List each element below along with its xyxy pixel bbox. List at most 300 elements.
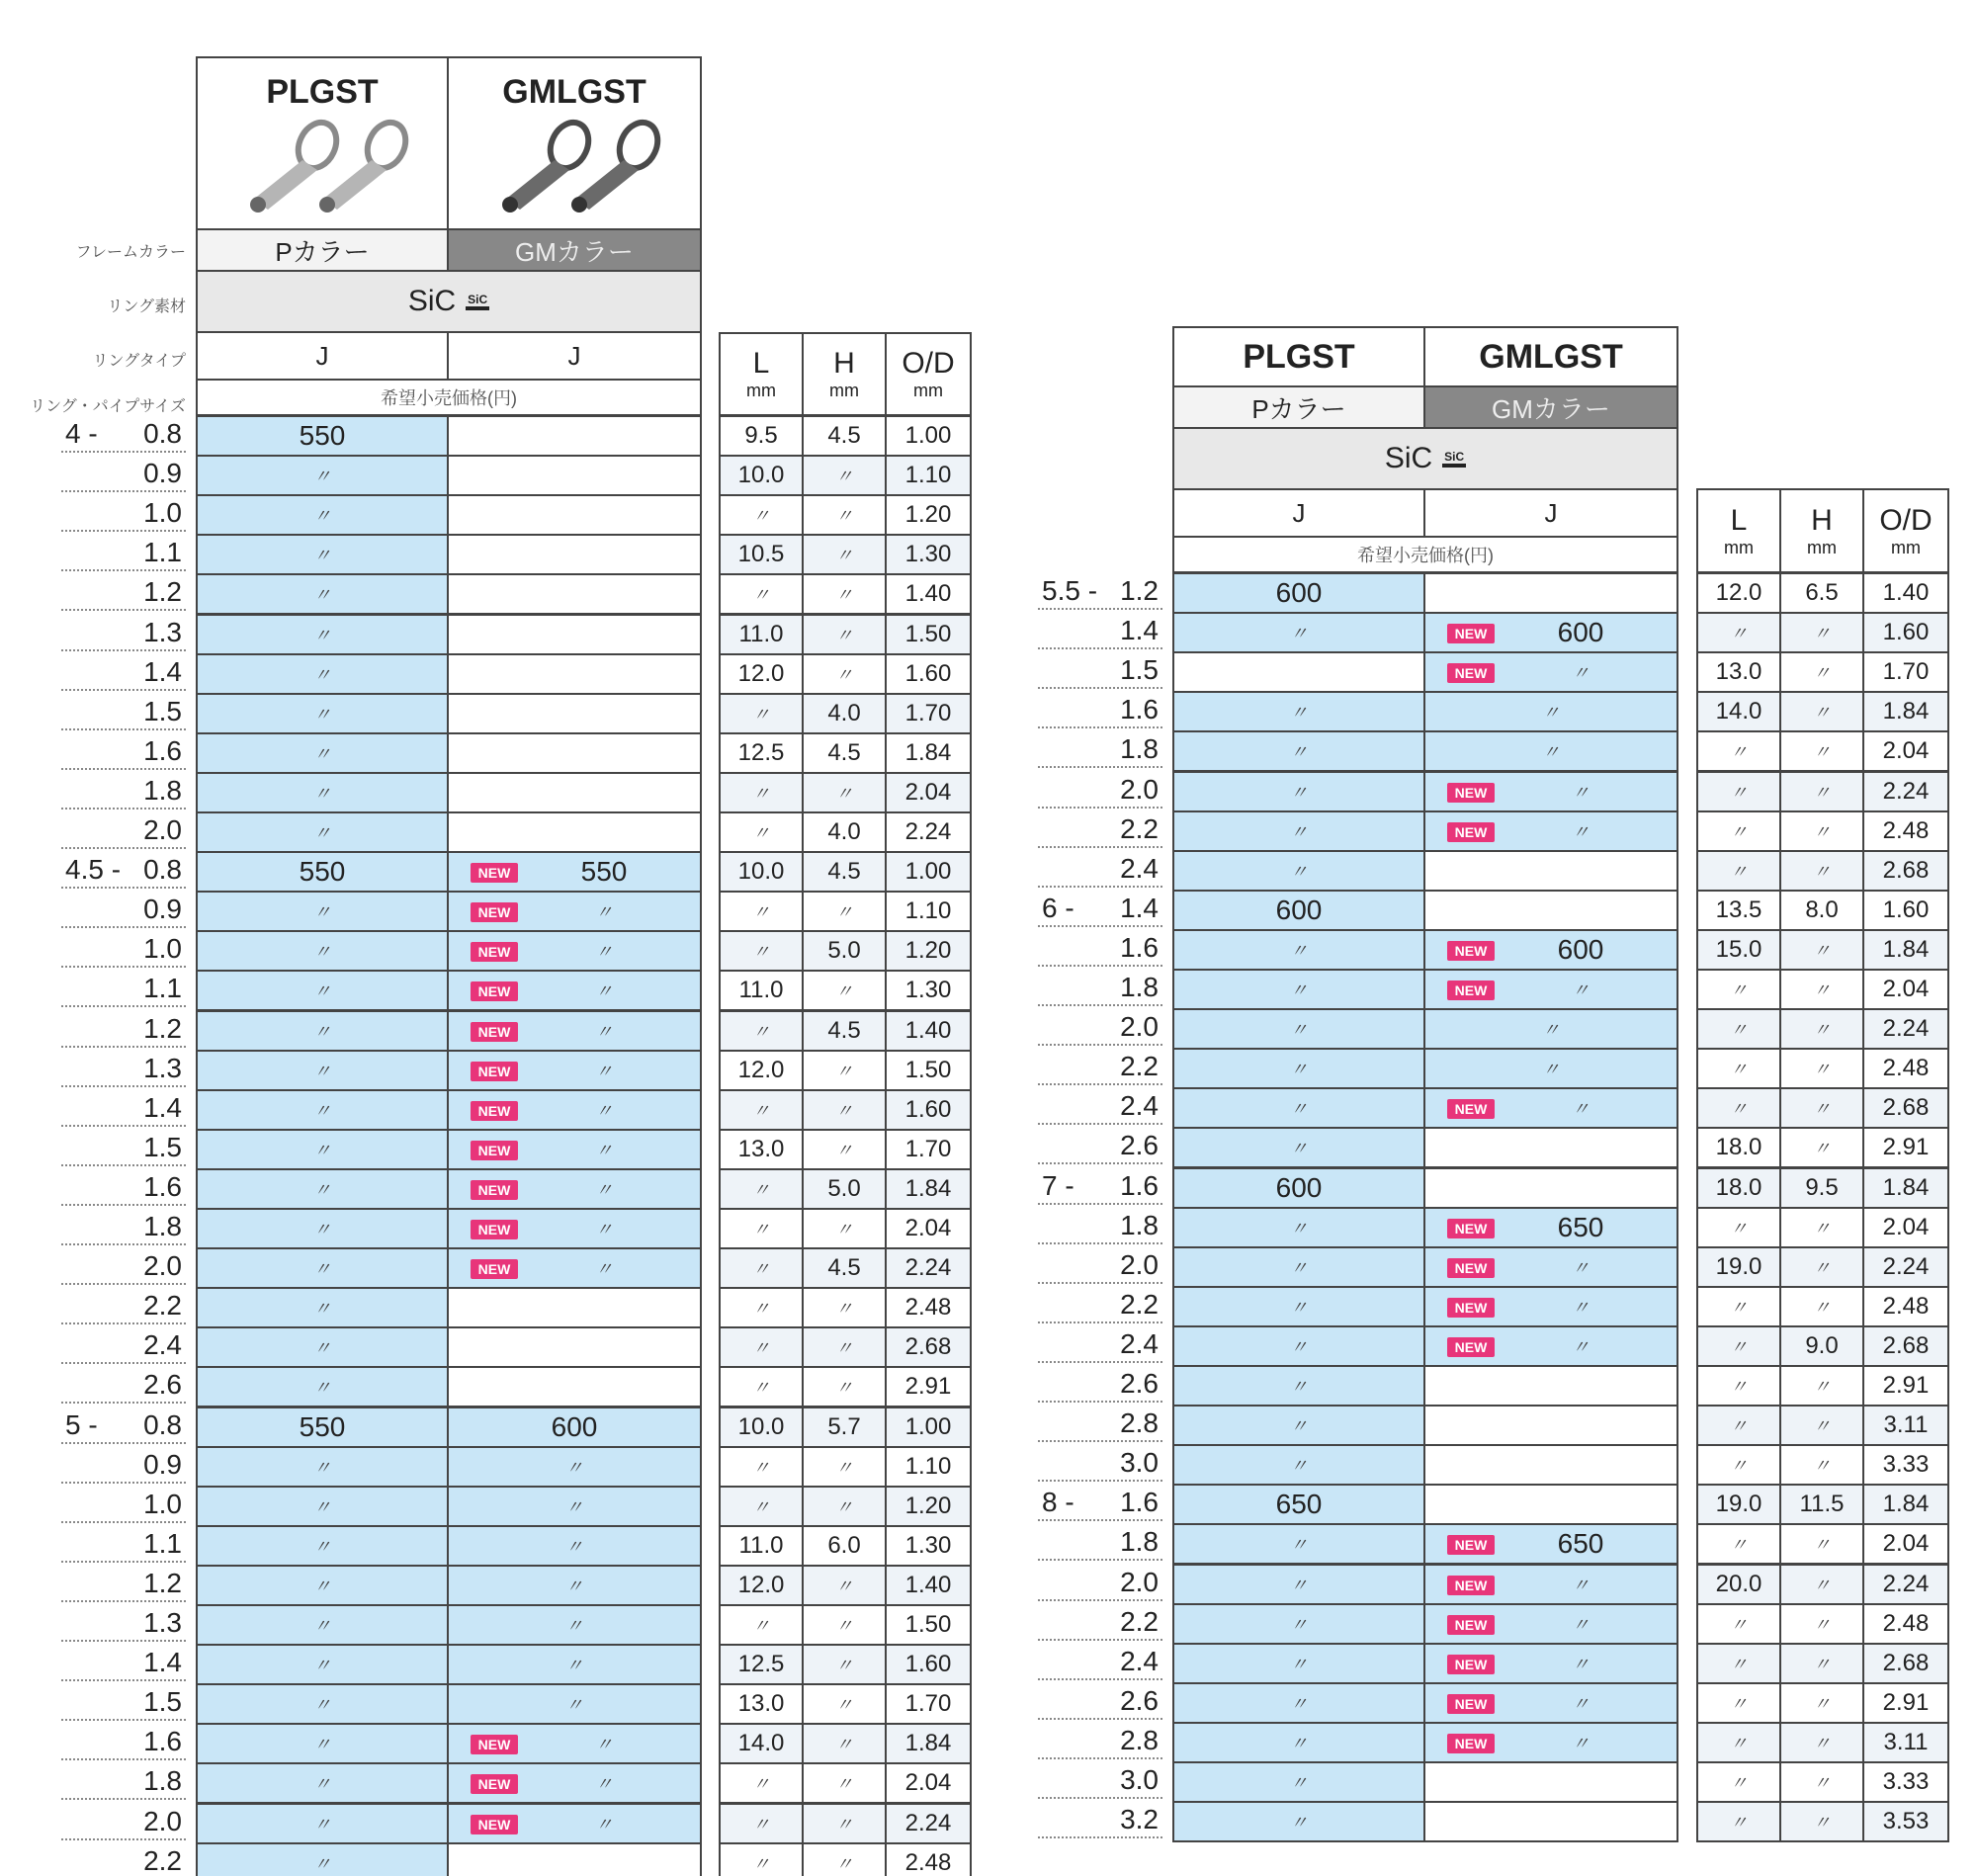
price-p-cell (196, 1644, 449, 1685)
spec-od-cell (1862, 969, 1949, 1010)
spec-h: 〃 (1813, 1020, 1831, 1041)
spec-h-cell (802, 1565, 887, 1606)
price-p: 〃 (313, 546, 331, 566)
spec-od-cell (885, 811, 972, 853)
price-gm-cell (1423, 612, 1678, 653)
spec-h-cell (802, 772, 887, 813)
price-p-cell (1172, 1603, 1425, 1645)
spec-l-cell (1696, 1286, 1781, 1327)
spec-h-cell (802, 1762, 887, 1804)
spec-h-cell (1779, 1325, 1864, 1367)
spec-h-cell (802, 534, 887, 575)
spec-od: 2.04 (1882, 976, 1930, 1003)
price-p: 〃 (313, 1100, 331, 1121)
price-p-cell (196, 1168, 449, 1210)
price-p: 〃 (313, 1457, 331, 1478)
spec-l-cell (719, 1644, 804, 1685)
spec-od-cell (1862, 1603, 1949, 1645)
price-gm-cell (447, 455, 702, 496)
price-p: 〃 (1290, 1060, 1308, 1080)
row-size-label (61, 693, 186, 730)
price-gm-cell (447, 1050, 702, 1091)
spec-h-cell (802, 1129, 887, 1170)
spec-od-cell (1862, 1801, 1949, 1842)
price-gm-cell (1423, 1444, 1678, 1486)
price-gm-cell (1423, 890, 1678, 931)
price-p: 〃 (313, 743, 331, 764)
spec-l: 〃 (1730, 1377, 1748, 1398)
spec-od-cell (1862, 1444, 1949, 1486)
pipe-size: 0.9 (143, 1448, 182, 1480)
spec-od-cell (1862, 1127, 1949, 1168)
spec-l-cell (719, 970, 804, 1011)
price-gm-cell (447, 891, 702, 932)
price-gm-cell (1423, 1682, 1678, 1724)
spec-od: 3.11 (1883, 1411, 1929, 1439)
pipe-size: 2.2 (1120, 812, 1159, 844)
price-gm: 〃 (595, 1179, 613, 1200)
spec-h-cell (1779, 1722, 1864, 1763)
spec-od: 1.40 (904, 1016, 952, 1044)
ring-type-gm: J (447, 331, 702, 381)
price-p-cell (196, 811, 449, 853)
price-p: 〃 (1290, 821, 1308, 842)
ring-size: 8 - (1042, 1487, 1074, 1518)
price-gm: 600 (1557, 933, 1604, 965)
spec-od-cell (1862, 1484, 1949, 1525)
row-size-label (1038, 1087, 1162, 1125)
row-size-label (1038, 651, 1162, 689)
price-gm: 600 (1557, 617, 1604, 648)
spec-l: 〃 (752, 1496, 770, 1517)
spec-od: 3.33 (1882, 1768, 1930, 1796)
spec-l: 〃 (752, 585, 770, 606)
price-gm-cell (1423, 850, 1678, 892)
spec-l: 〃 (1730, 1416, 1748, 1437)
spec-od: 2.48 (1882, 1609, 1930, 1637)
pipe-size: 1.4 (1120, 615, 1159, 646)
price-p: 550 (299, 856, 346, 888)
spec-l-cell (719, 1723, 804, 1764)
price-gm-cell (447, 653, 702, 695)
pipe-size: 2.2 (143, 1844, 182, 1876)
price-p-cell (1172, 651, 1425, 693)
spec-od-cell (885, 1842, 972, 1876)
row-size-label (1038, 1325, 1162, 1363)
price-gm-cell (447, 1129, 702, 1170)
spec-od-cell (885, 573, 972, 615)
price-gm-cell (1423, 651, 1678, 693)
price-gm-cell (1423, 1008, 1678, 1050)
price-p-cell (1172, 929, 1425, 971)
pipe-size: 2.8 (1120, 1724, 1159, 1755)
row-size-label (61, 930, 186, 968)
pipe-size: 1.6 (1120, 1169, 1159, 1201)
frame-color-p: Pカラー (196, 228, 449, 272)
spec-h: 〃 (1813, 1377, 1831, 1398)
price-p: 〃 (313, 1496, 331, 1517)
price-p-cell (1172, 1564, 1425, 1605)
spec-h-cell (802, 1842, 887, 1876)
spec-l: 10.5 (737, 541, 785, 568)
spec-h: 〃 (1813, 1773, 1831, 1794)
spec-h-cell (1779, 969, 1864, 1010)
ring-material-cell (196, 270, 702, 333)
spec-od-cell (885, 1723, 972, 1764)
spec-l: 〃 (752, 1853, 770, 1874)
spec-h-cell (1779, 850, 1864, 892)
price-gm: 〃 (595, 1220, 613, 1240)
spec-od-cell (885, 415, 972, 457)
gmlgst-header (447, 56, 702, 230)
pipe-size: 2.0 (143, 814, 182, 845)
pipe-size: 1.6 (1120, 1487, 1159, 1518)
spec-l-cell (1696, 1087, 1781, 1129)
spec-h: 4.0 (827, 699, 861, 726)
spec-l: 〃 (752, 1378, 770, 1399)
spec-od: 1.00 (904, 422, 952, 450)
price-p: 650 (1275, 1489, 1323, 1520)
spec-l-cell (719, 1604, 804, 1646)
spec-od-cell (1862, 1087, 1949, 1129)
spec-h-cell (802, 1366, 887, 1407)
spec-h: 9.0 (1805, 1331, 1839, 1359)
spec-h-cell (802, 1287, 887, 1328)
spec-l-cell (1696, 1444, 1781, 1486)
row-size-label (1038, 1484, 1162, 1521)
spec-od-cell (1862, 1325, 1949, 1367)
spec-h-cell (802, 455, 887, 496)
new-badge: NEW (471, 1062, 518, 1081)
pipe-size: 1.2 (1120, 575, 1159, 606)
spec-od: 1.70 (904, 699, 952, 726)
price-gm-cell (447, 851, 702, 893)
pipe-size: 3.0 (1120, 1447, 1159, 1479)
ring-size: 6 - (1042, 892, 1074, 923)
row-size-label (1038, 1722, 1162, 1759)
spec-h-cell (802, 1168, 887, 1210)
row-size-label (61, 1486, 186, 1523)
spec-h-cell (802, 1208, 887, 1249)
spec-l: 18.0 (1715, 1134, 1762, 1161)
price-gm: 〃 (1572, 1257, 1590, 1278)
price-p: 〃 (1290, 1257, 1308, 1278)
row-size-label (61, 1287, 186, 1324)
spec-od-cell (885, 1326, 972, 1368)
spec-od: 1.84 (1882, 698, 1930, 725)
spec-h-cell (1779, 1246, 1864, 1288)
row-size-label (61, 1366, 186, 1404)
spec-od: 3.33 (1882, 1451, 1930, 1479)
price-gm: 〃 (1572, 981, 1590, 1001)
spec-l: 〃 (752, 1259, 770, 1280)
spec-l-cell (719, 1247, 804, 1289)
spec-h-cell (1779, 1761, 1864, 1803)
spec-od: 2.91 (1882, 1688, 1930, 1716)
spec-h-cell (1779, 1207, 1864, 1248)
pipe-size: 1.2 (143, 576, 182, 608)
price-gm-cell (447, 772, 702, 813)
price-p-cell (1172, 1643, 1425, 1684)
spec-od-cell (885, 970, 972, 1011)
price-gm-cell (447, 1168, 702, 1210)
spec-h: 〃 (835, 1576, 853, 1596)
spec-h-cell (1779, 572, 1864, 614)
price-p: 〃 (1290, 1575, 1308, 1595)
row-size-label (61, 455, 186, 492)
row-size-label (61, 1842, 186, 1876)
price-p: 〃 (313, 1259, 331, 1280)
spec-l-cell (1696, 730, 1781, 772)
spec-od: 1.50 (904, 620, 952, 647)
spec-od: 1.50 (904, 1056, 952, 1083)
price-gm: 〃 (1572, 663, 1590, 684)
price-p-cell (1172, 1682, 1425, 1724)
pipe-size: 1.5 (143, 1686, 182, 1718)
pipe-size: 2.2 (1120, 1051, 1159, 1082)
spec-h: 4.5 (827, 422, 861, 450)
spec-l: 13.0 (737, 1690, 785, 1718)
pipe-size: 1.4 (143, 655, 182, 687)
spec-od-cell (885, 1565, 972, 1606)
spec-l: 〃 (1730, 1773, 1748, 1794)
spec-od: 1.60 (1882, 619, 1930, 646)
price-p: 〃 (313, 823, 331, 844)
spec-h: 〃 (1813, 1575, 1831, 1595)
price-p: 〃 (313, 1735, 331, 1755)
price-p-cell (1172, 1008, 1425, 1050)
row-size-label (1038, 1246, 1162, 1284)
price-gm: 〃 (565, 1536, 583, 1557)
spec-h: 〃 (1813, 624, 1831, 644)
spec-od-cell (885, 1604, 972, 1646)
spec-l: 12.5 (737, 738, 785, 766)
spec-h-cell (1779, 1048, 1864, 1089)
price-gm-cell (447, 1683, 702, 1725)
spec-h-cell (1779, 771, 1864, 812)
price-gm-cell (447, 1010, 702, 1052)
spec-h-cell (1779, 810, 1864, 852)
spec-h: 〃 (1813, 1257, 1831, 1278)
spec-h-cell (1779, 1643, 1864, 1684)
spec-l-cell (719, 1407, 804, 1448)
spec-h: 〃 (835, 467, 853, 487)
price-gm: 〃 (565, 1576, 583, 1596)
spec-header-l-right: L mm (1696, 488, 1781, 573)
spec-header-l-left: L mm (719, 332, 804, 416)
spec-l-cell (1696, 1127, 1781, 1168)
price-p-cell (196, 1208, 449, 1249)
spec-od: 1.10 (904, 897, 952, 925)
spec-l-cell (1696, 771, 1781, 812)
price-gm: 〃 (1572, 1693, 1590, 1714)
row-size-label (61, 891, 186, 928)
spec-od: 1.84 (1882, 935, 1930, 963)
spec-l: 10.0 (737, 1412, 785, 1440)
price-p: 〃 (313, 1536, 331, 1557)
spec-od-cell (1862, 1564, 1949, 1605)
price-gm-cell (1423, 1523, 1678, 1565)
spec-od: 1.40 (1882, 579, 1930, 607)
row-size-label (1038, 1286, 1162, 1323)
price-p: 〃 (313, 1061, 331, 1081)
price-gm-cell (447, 970, 702, 1011)
spec-h: 〃 (835, 1299, 853, 1320)
spec-od-cell (1862, 1405, 1949, 1446)
spec-h: 〃 (1813, 1060, 1831, 1080)
price-p: 〃 (1290, 1654, 1308, 1674)
plgst-title: PLGST (266, 72, 379, 111)
row-size-label (61, 1326, 186, 1364)
price-p: 〃 (313, 1576, 331, 1596)
spec-od: 2.04 (1882, 1213, 1930, 1240)
spec-h-cell (802, 494, 887, 536)
price-p-cell (1172, 1246, 1425, 1288)
price-gm-cell (447, 1366, 702, 1407)
spec-l-cell (719, 455, 804, 496)
spec-h: 〃 (835, 1616, 853, 1637)
spec-od: 2.24 (1882, 1015, 1930, 1043)
row-size-label (1038, 1564, 1162, 1601)
price-p: 〃 (313, 942, 331, 963)
row-size-label (61, 415, 186, 453)
pipe-size: 1.3 (143, 1607, 182, 1638)
gmlgst-title: GMLGST (502, 72, 646, 111)
new-badge: NEW (471, 1774, 518, 1794)
row-size-label (61, 653, 186, 691)
price-p: 〃 (1290, 742, 1308, 763)
pipe-size: 1.8 (1120, 1526, 1159, 1558)
spec-od: 2.04 (1882, 737, 1930, 765)
pipe-size: 1.8 (1120, 1209, 1159, 1240)
pipe-size: 1.8 (1120, 733, 1159, 765)
spec-l: 〃 (1730, 1020, 1748, 1041)
spec-h: 〃 (1813, 1456, 1831, 1477)
spec-h: 〃 (1813, 1218, 1831, 1238)
price-gm-cell (447, 811, 702, 853)
price-p-cell (196, 1247, 449, 1289)
spec-l: 〃 (752, 1220, 770, 1240)
spec-l: 〃 (752, 1179, 770, 1200)
spec-od: 2.48 (1882, 1055, 1930, 1082)
price-p-cell (1172, 1167, 1425, 1209)
price-gm-cell (447, 1644, 702, 1685)
spec-od: 1.10 (904, 1452, 952, 1480)
pipe-size: 2.0 (1120, 1248, 1159, 1280)
row-size-label (1038, 1643, 1162, 1680)
price-p-cell (196, 1326, 449, 1368)
pipe-size: 1.0 (143, 497, 182, 529)
price-gm-cell (447, 1762, 702, 1804)
spec-od: 1.60 (904, 1651, 952, 1678)
row-size-label (61, 1803, 186, 1840)
price-p-cell (196, 1287, 449, 1328)
frame-color-p-right: Pカラー (1172, 385, 1425, 429)
price-p-cell (1172, 1127, 1425, 1168)
price-gm-cell (1423, 1484, 1678, 1525)
spec-h: 6.5 (1805, 579, 1839, 607)
spec-h: 〃 (1813, 1813, 1831, 1833)
price-p: 600 (1275, 1171, 1323, 1203)
row-size-label (1038, 890, 1162, 927)
price-p: 〃 (313, 1695, 331, 1716)
spec-h: 〃 (1813, 1654, 1831, 1674)
price-gm-cell (1423, 1722, 1678, 1763)
spec-od: 2.24 (904, 1809, 952, 1836)
price-p-cell (1172, 1444, 1425, 1486)
row-size-label (61, 1644, 186, 1681)
price-gm-cell (1423, 929, 1678, 971)
spec-h-cell (802, 811, 887, 853)
price-p: 〃 (313, 783, 331, 804)
price-p-cell (196, 1446, 449, 1488)
price-p-cell (1172, 969, 1425, 1010)
spec-h: 〃 (835, 1378, 853, 1399)
price-p: 〃 (313, 467, 331, 487)
spec-od: 2.91 (1882, 1372, 1930, 1400)
spec-od-cell (885, 455, 972, 496)
price-p: 〃 (313, 1338, 331, 1359)
price-p: 〃 (1290, 940, 1308, 961)
pipe-size: 1.8 (143, 1765, 182, 1797)
row-size-label (61, 1565, 186, 1602)
spec-l-cell (1696, 850, 1781, 892)
price-p: 550 (299, 420, 346, 452)
pipe-size: 0.9 (143, 894, 182, 925)
spec-od-cell (885, 732, 972, 774)
price-gm: 〃 (1542, 742, 1560, 763)
spec-l-cell (1696, 1207, 1781, 1248)
spec-l: 〃 (752, 1457, 770, 1478)
spec-l: 〃 (1730, 1733, 1748, 1753)
spec-l: 〃 (1730, 742, 1748, 763)
pipe-size: 1.8 (143, 774, 182, 806)
spec-od-cell (1862, 612, 1949, 653)
ring-size: 4 - (65, 418, 98, 449)
spec-h: 4.5 (827, 1016, 861, 1044)
spec-h-cell (802, 930, 887, 972)
spec-l-cell (719, 732, 804, 774)
row-size-label (61, 1010, 186, 1048)
spec-l: 〃 (1730, 1813, 1748, 1833)
spec-od-cell (1862, 771, 1949, 812)
spec-od: 1.60 (904, 1095, 952, 1123)
row-size-label (61, 573, 186, 611)
spec-od-cell (885, 1486, 972, 1527)
price-gm: 650 (1557, 1211, 1604, 1242)
price-gm: 〃 (595, 942, 613, 963)
spec-h: 〃 (1813, 742, 1831, 763)
spec-od: 1.84 (904, 1730, 952, 1757)
spec-od: 2.48 (1882, 816, 1930, 844)
spec-l-cell (1696, 1564, 1781, 1605)
price-gm-cell (1423, 1286, 1678, 1327)
new-badge: NEW (1447, 663, 1495, 683)
spec-h-cell (802, 573, 887, 615)
spec-l-cell (719, 494, 804, 536)
spec-l: 〃 (1730, 1614, 1748, 1635)
spec-l: 12.0 (737, 1571, 785, 1598)
price-p: 〃 (313, 1774, 331, 1795)
spec-od-cell (1862, 1008, 1949, 1050)
price-gm: 〃 (595, 1061, 613, 1081)
spec-l-cell (1696, 691, 1781, 732)
row-size-label (1038, 771, 1162, 809)
new-badge: NEW (471, 1735, 518, 1754)
spec-l: 〃 (752, 942, 770, 963)
new-badge: NEW (1447, 1219, 1495, 1238)
spec-od-cell (1862, 730, 1949, 772)
